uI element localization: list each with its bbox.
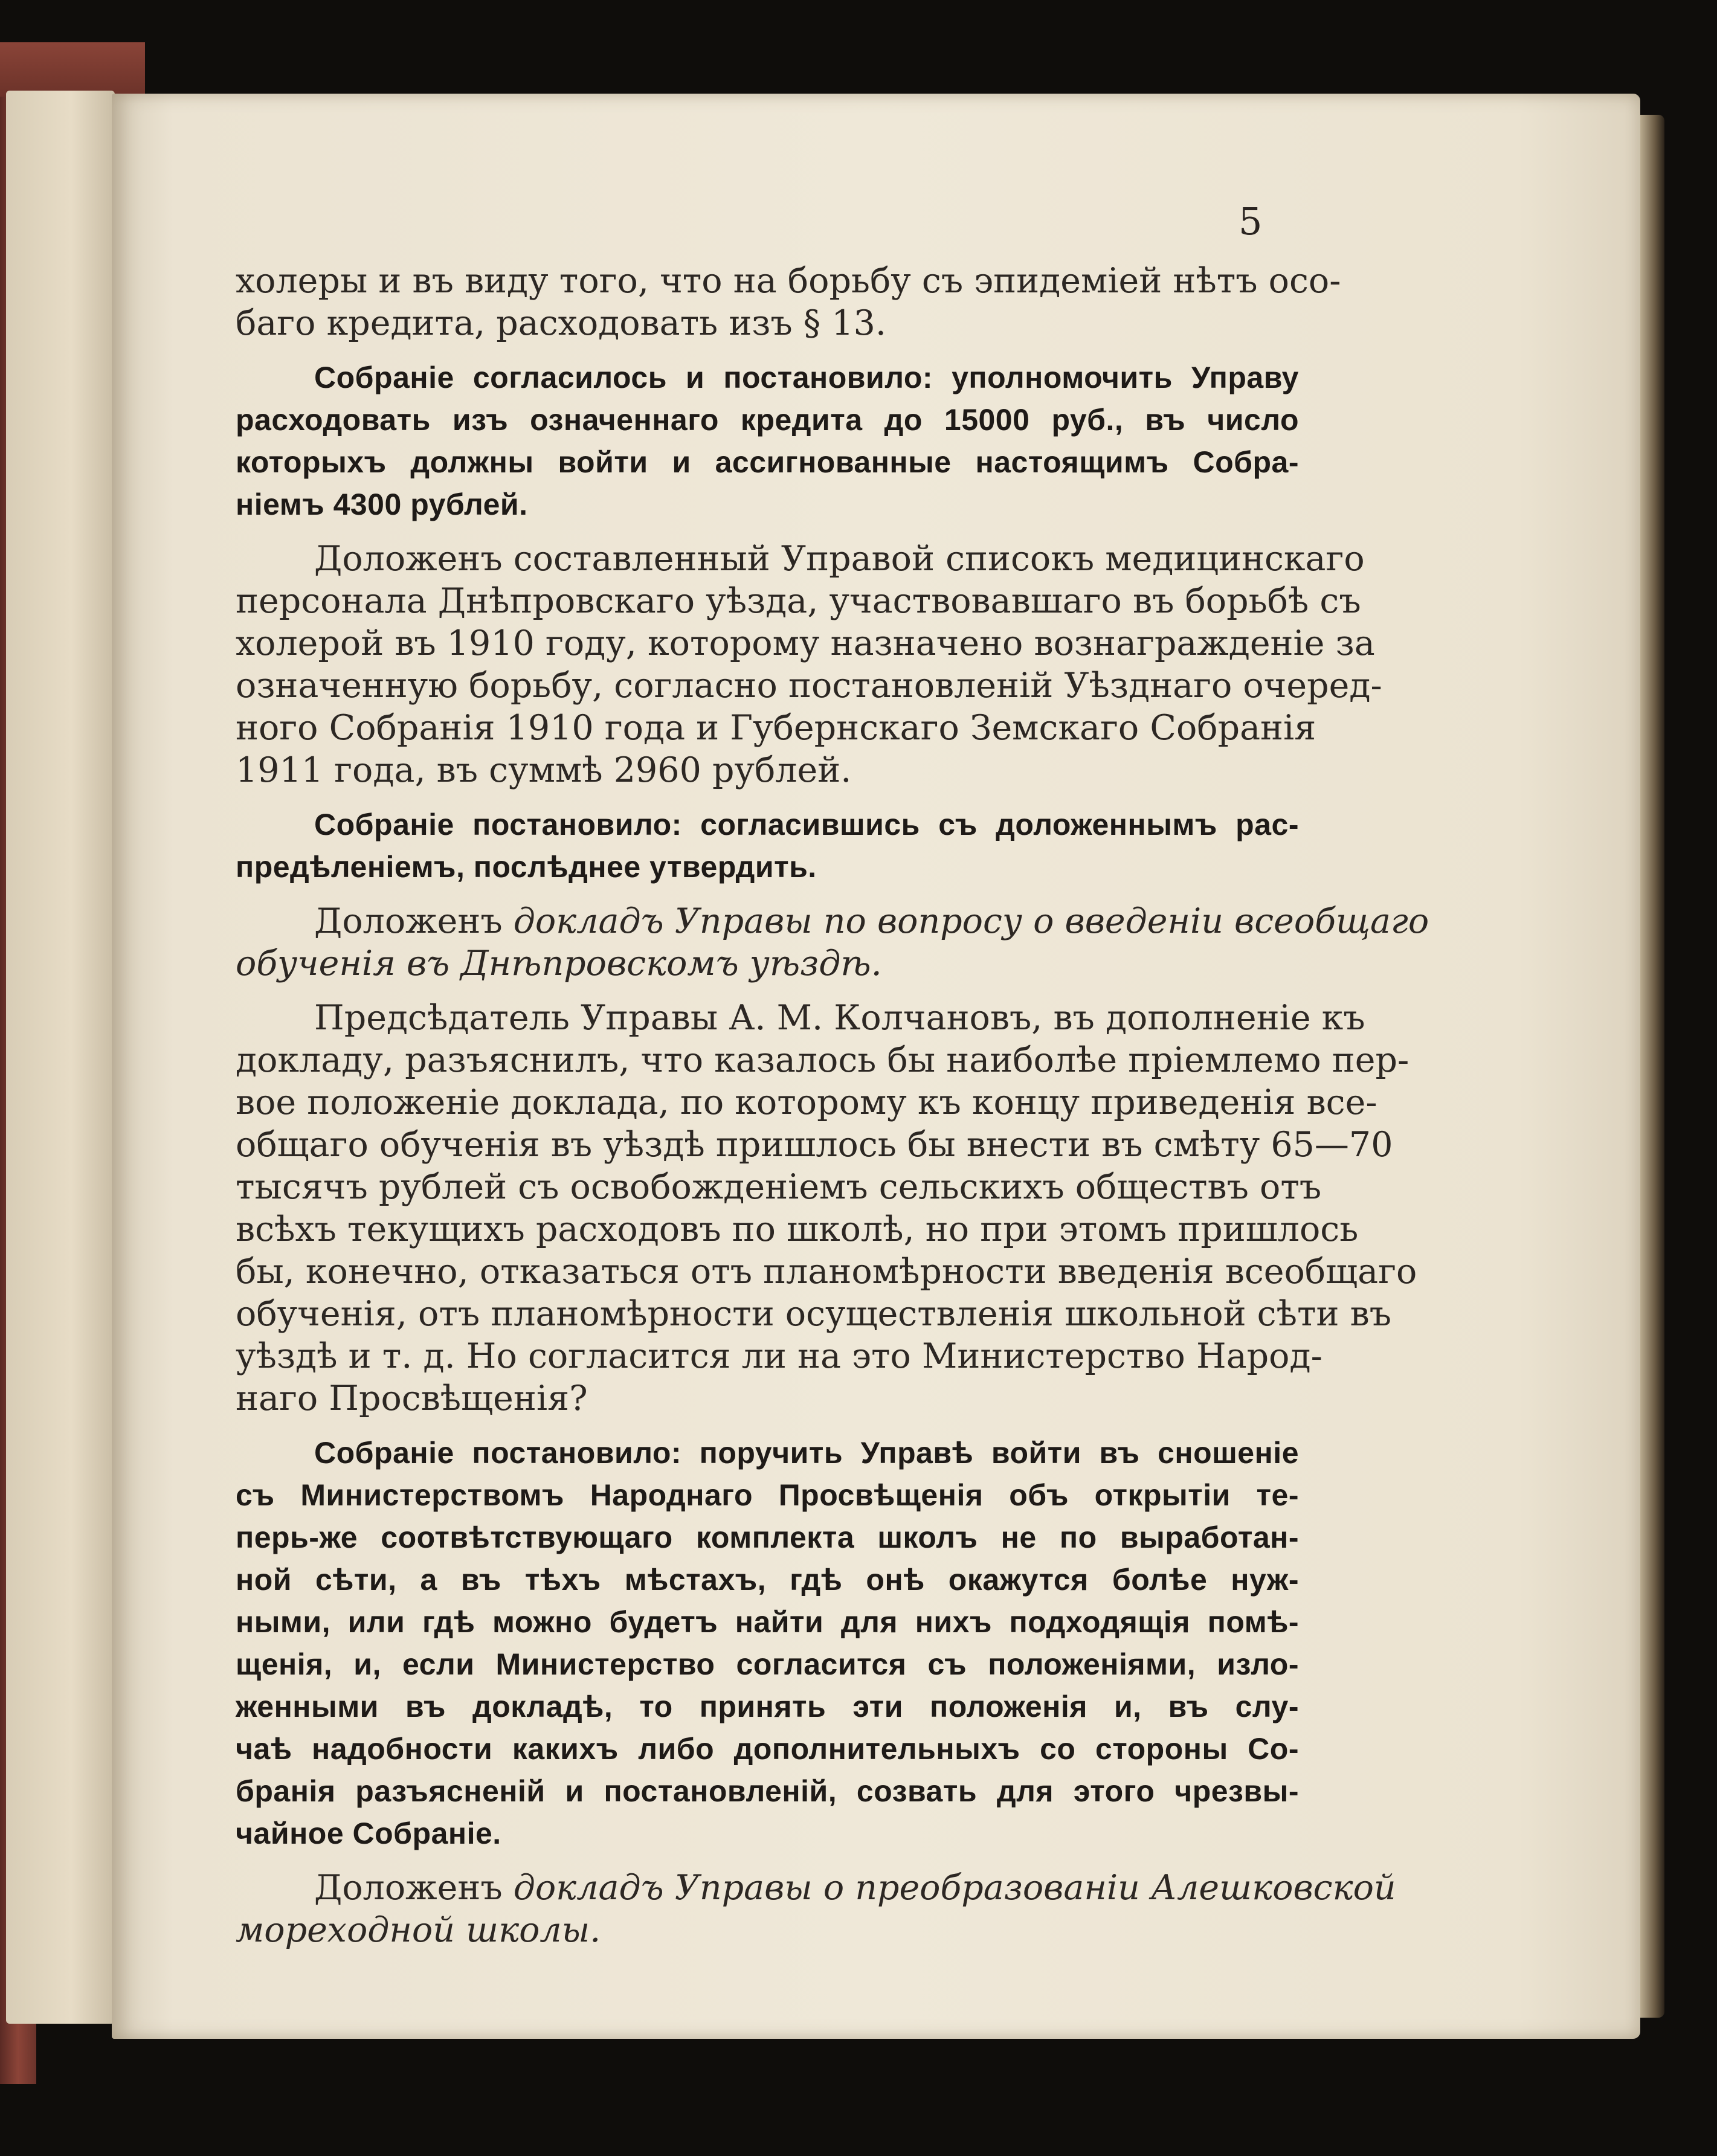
paragraph-kolchanov [236,997,1417,1420]
text-line: ными, или гдѣ можно будетъ найти для нихъ подходящія помѣ- [236,1605,1299,1639]
text-line: холерой въ 1910 году, которому назначено вознагражденіе за [236,623,1375,663]
text-line: щенія, и, если Министерство согласится съ положеніями, изло- [236,1647,1299,1681]
text-plain: Доложенъ [314,1868,514,1908]
page-stack-edge [1640,115,1664,2018]
text-line: бы, конечно, отказаться отъ планомѣрности введенія всеобщаго [236,1252,1417,1292]
text-line: всѣхъ текущихъ расходовъ по школѣ, но при этомъ пришлось [236,1209,1359,1249]
text-italic: докладъ Управы о преобразованіи Алешковской [513,1868,1396,1908]
text-line: означенную борьбу, согласно постановленій Уѣзднаго очеред- [236,666,1382,706]
text-line: Собраніе постановило: поручить Управѣ войти въ сношеніе [314,1436,1299,1470]
report-universal-education [236,900,1429,985]
text-line: которыхъ должны войти и ассигнованные настоящимъ Собра- [236,445,1299,479]
text-italic: докладъ Управы по вопросу о введеніи всеобщаго [513,901,1429,941]
page-text [236,260,1429,1963]
text-line: предѣленіемъ, послѣднее утвердить. [236,850,817,884]
text-line: ной сѣти, а въ тѣхъ мѣстахъ, гдѣ онѣ окажутся болѣе нуж- [236,1563,1299,1597]
text-line: чаѣ надобности какихъ либо дополнительныхъ со стороны Со- [236,1732,1299,1766]
text-line: уѣздѣ и т. д. Но согласится ли на это Министерство Народ- [236,1336,1322,1376]
text-line: наго Просвѣщенія? [236,1379,588,1418]
resolution-15000 [236,356,1299,526]
resolution-distribution [236,803,1299,888]
text-italic: мореходной школы. [236,1910,601,1950]
text-line: Собраніе согласилось и постановило: уполномочить Управу [314,361,1299,394]
text-line: бранія разъясненій и постановленій, созвать для этого чрезвы- [236,1774,1299,1808]
text-line [236,900,1429,942]
text-italic: обученія въ Днѣпровскомъ уѣздѣ. [236,944,882,983]
text-line: перь-же соотвѣтствующаго комплекта школъ не по выработан- [236,1520,1299,1554]
text-line: съ Министерствомъ Народнаго Просвѣщенія объ открытіи те- [236,1478,1299,1512]
text-line: вое положеніе доклада, по которому къ концу приведенія все- [236,1083,1377,1122]
text-line: докладу, разъяснилъ, что казалось бы наиболѣе пріемлемо пер- [236,1040,1409,1080]
text-plain: Доложенъ [314,901,514,941]
text-line [236,1909,1299,1951]
text-line: обученія, отъ планомѣрности осуществленія школьной сѣти въ [236,1294,1391,1334]
text-line: Доложенъ составленный Управой списокъ медицинскаго [314,539,1365,579]
book-cover-corner [0,42,145,97]
text-line: ного Собранія 1910 года и Губернскаго Земскаго Собранія [236,708,1316,748]
report-navigation-school [236,1867,1396,1951]
text-line: Предсѣдатель Управы А. М. Колчановъ, въ дополненіе къ [314,998,1365,1038]
text-line: чайное Собраніе. [236,1817,501,1850]
text-line: тысячъ рублей съ освобожденіемъ сельскихъ обществъ отъ [236,1167,1322,1207]
paragraph-cholera-credit [236,260,1341,344]
text-line: расходовать изъ означеннаго кредита до 15000 руб., въ число [236,403,1299,437]
text-line: ніемъ 4300 рублей. [236,488,528,521]
paragraph-medical-staff [236,538,1382,791]
text-line [236,942,1299,985]
text-line: персонала Днѣпровскаго уѣзда, участвовавшаго въ борьбѣ съ [236,581,1361,621]
text-line: баго кредита, расходовать изъ § 13. [236,303,887,343]
left-page-edge [6,91,115,2024]
page-number: 5 [1239,199,1263,243]
text-line: холеры и въ виду того, что на борьбу съ эпидеміей нѣтъ осо- [236,261,1341,301]
text-line [236,1867,1396,1909]
resolution-ministry [236,1432,1299,1855]
text-line: женными въ докладѣ, то принять эти положенія и, въ слу- [236,1690,1299,1723]
text-line: Собраніе постановило: согласившись съ доложеннымъ рас- [314,808,1299,841]
text-line: 1911 года, въ суммѣ 2960 рублей. [236,750,852,790]
text-line: общаго обученія въ уѣздѣ пришлось бы внести въ смѣту 65—70 [236,1125,1393,1165]
